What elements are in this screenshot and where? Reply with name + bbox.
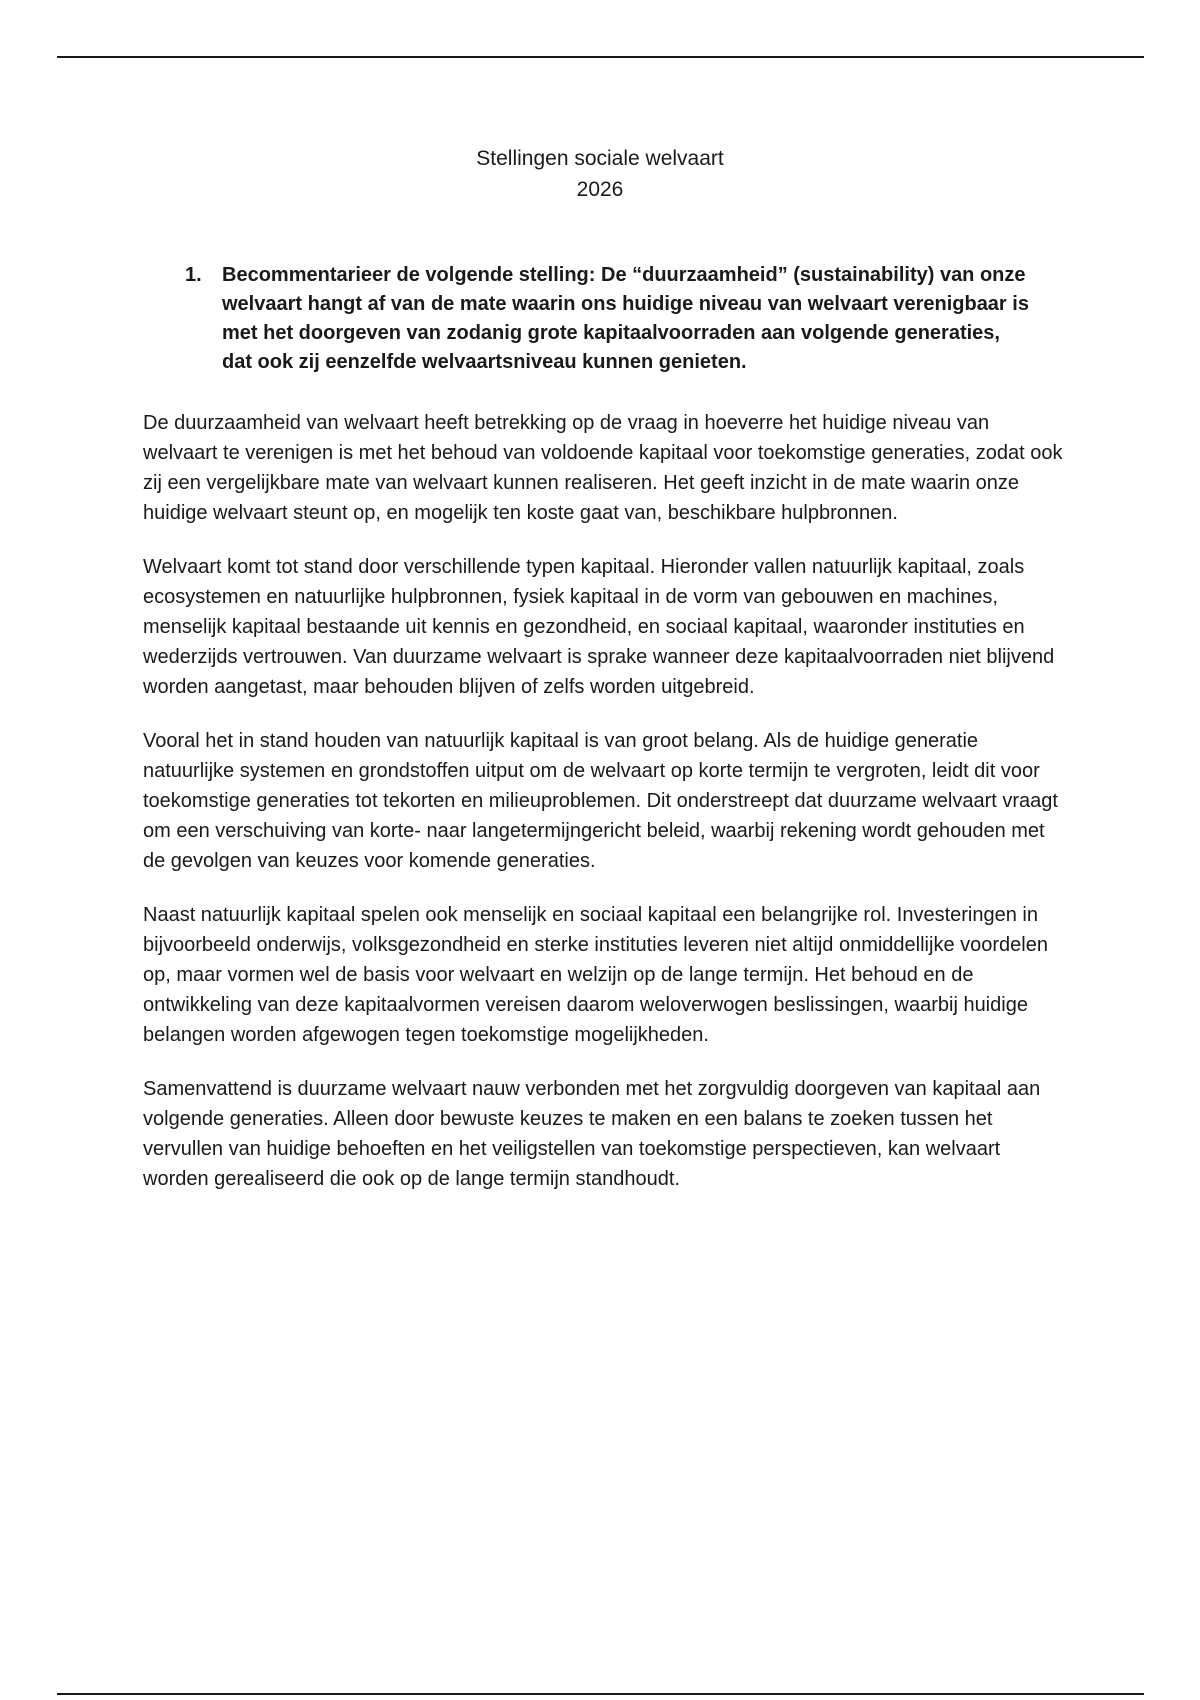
statement-number: 1.: [185, 264, 202, 286]
document-year: 2026: [576, 178, 624, 201]
document-title: Stellingen sociale welvaart: [476, 147, 724, 170]
paragraph: Vooral het in stand houden van natuurlijk kapitaal is van groot belang. Als de huidige generatie natuurlijke systemen en grondstoffen uitput om de welvaart op korte termijn te vergroten, leidt dit voor toekomstige generaties tot tekorten en milieuproblemen. Dit onderstreept dat duurzame welvaart vraagt om een verschuiving van korte- naar langetermijngericht beleid, waarbij rekening wordt gehouden met de gevolgen van keuzes voor komende generaties.: [143, 730, 1058, 872]
statement-text: Becommentarieer de volgende stelling: De “duurzaamheid” (sustainability) van onze welvaart hangt af van de mate waarin ons huidige niveau van welvaart verenigbaar is met het doorgeven van zodanig grote kapitaalvoorraden aan volgende generaties, dat ook zij eenzelfde welvaartsniveau kunnen genieten.: [222, 264, 1029, 373]
paragraph: Welvaart komt tot stand door verschillende typen kapitaal. Hieronder vallen natuurlijk kapitaal, zoals ecosystemen en natuurlijke hulpbronnen, fysiek kapitaal in de vorm van gebouwen en machines, menselijk kapitaal bestaande uit kennis en gezondheid, en sociaal kapitaal, waaronder instituties en wederzijds vertrouwen. Van duurzame welvaart is sprake wanneer deze kapitaalvoorraden niet blijvend worden aangetast, maar behouden blijven of zelfs worden uitgebreid.: [143, 556, 1055, 698]
statement-item: [185, 261, 1035, 377]
header-rule: [57, 56, 1144, 58]
paragraph: Naast natuurlijk kapitaal spelen ook menselijk en sociaal kapitaal een belangrijke rol. Investeringen in bijvoorbeeld onderwijs, volksgezondheid en sterke instituties leveren niet altijd onmiddellijke voordelen op, maar vormen wel de basis voor welvaart en welzijn op de lange termijn. Het behoud en de ontwikkeling van deze kapitaalvormen vereisen daarom weloverwogen beslissingen, waarbij huidige belangen worden afgewogen tegen toekomstige mogelijkheden.: [143, 904, 1048, 1046]
answer-body: [143, 408, 1063, 1218]
paragraph: De duurzaamheid van welvaart heeft betrekking op de vraag in hoeverre het huidige niveau van welvaart te verenigen is met het behoud van voldoende kapitaal voor toekomstige generaties, zodat ook zij een vergelijkbare mate van welvaart kunnen realiseren. Het geeft inzicht in de mate waarin onze huidige welvaart steunt op, en mogelijk ten koste gaat van, beschikbare hulpbronnen.: [143, 412, 1063, 524]
document-title-block: [0, 143, 1200, 205]
paragraph: Samenvattend is duurzame welvaart nauw verbonden met het zorgvuldig doorgeven van kapitaal aan volgende generaties. Alleen door bewuste keuzes te maken en een balans te zoeken tussen het vervullen van huidige behoeften en het veiligstellen van toekomstige perspectieven, kan welvaart worden gerealiseerd die ook op de lange termijn standhoudt.: [143, 1078, 1041, 1190]
footer-rule: [57, 1693, 1144, 1695]
